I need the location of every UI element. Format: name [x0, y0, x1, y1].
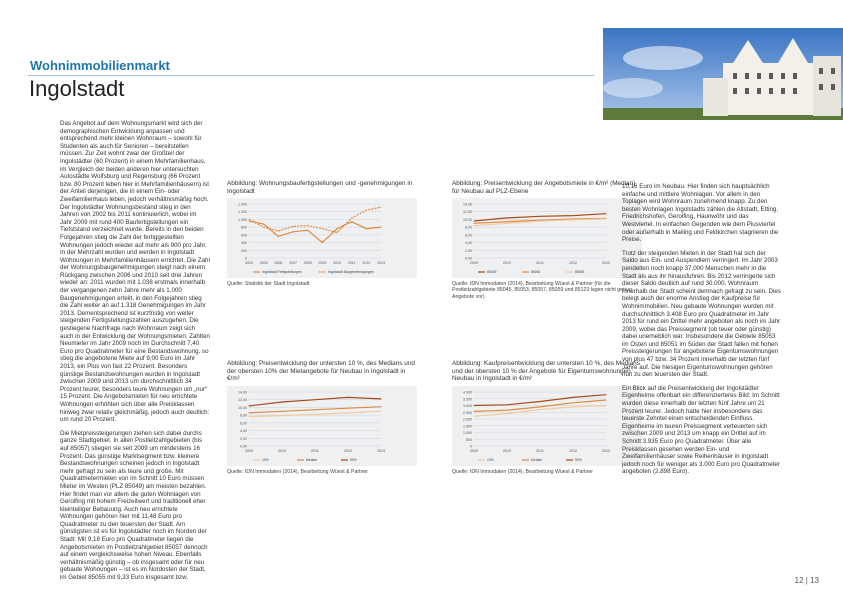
data-point: [606, 394, 607, 395]
y-tick-label: 1.000: [238, 218, 247, 223]
paragraph: 10,16 Euro im Neubau. Hier finden sich hauptsächlich einfache und mittlere Wohnlagen. Vor allem in den Toplagen wird Wohnraum zunehmend knapp. Zu den besten Wohnlagen Ingolstadts zählen die Altstadt, Etting, Friedrichshofen, Gerolfing, Haunwöhr und das Westviertel. In einfachen Gegenden wie dem Piusviertel oder außerhalb in Mailing und Feldkirchen stagnieren die Preise.: [622, 183, 779, 244]
y-tick-label: 3.000: [463, 403, 472, 408]
data-point: [249, 405, 250, 406]
data-point: [573, 220, 574, 221]
data-point: [249, 412, 250, 413]
data-point: [606, 213, 607, 214]
data-point: [474, 223, 475, 224]
data-point: [315, 414, 316, 415]
y-tick-label: 600: [241, 233, 247, 238]
y-tick-label: 10,00: [463, 218, 472, 223]
data-point: [293, 226, 294, 227]
data-point: [322, 228, 323, 229]
data-point: [573, 406, 574, 407]
data-point: [307, 225, 308, 226]
data-point: [381, 411, 382, 412]
castle-photo: [603, 28, 843, 120]
y-tick-label: 400: [241, 241, 247, 246]
x-tick-label: 2013: [602, 448, 610, 453]
data-point: [322, 242, 323, 243]
legend-label: 85051: [531, 270, 541, 275]
x-tick-label: 2007: [289, 261, 297, 266]
chart-source: Quelle: Statistik der Stadt Ingolstadt: [227, 281, 310, 288]
x-tick-label: 2012: [362, 261, 371, 266]
x-tick-label: 2008: [303, 261, 312, 266]
chart-block-purchase-deciles: [452, 360, 642, 475]
chart-title: Abbildung: Kaufpreisentwicklung der untersten 10 %, des Medians und der obersten 10 % der Angebote für Eigentumswohnungen Neubau in Ingolstadt in €/m²: [452, 360, 640, 383]
y-tick-label: 0,00: [465, 256, 472, 261]
paragraph: Ein Blick auf die Preisentwicklung der Ingolstädter Eigenheime offenbart ein differenzierteres Bild: Im Schnitt wurden diese innerhalb der letzten fünf Jahre um 21 Prozent teurer. Jedoch hatte hier insbesondere das teuerste Zehntel einen entscheidenden Einfluss. Eigenheime im teuren Preissegment verteuerten sich zwischen 2009 und 2013 um knapp ein Drittel auf im Schnitt 3.935 Euro pro Quadratmeter. Über alle Preisklassen gesehen werden Ein- und Zweifamilienhäuser sowie Reihenhäuser in Ingolstadt jedoch noch für weniger als 3.000 Euro pro Quadratmeter angeboten (2.898 Euro).: [622, 384, 780, 476]
y-tick-label: 1.200: [238, 210, 247, 215]
legend-label: 90%: [575, 457, 582, 462]
data-point: [249, 221, 250, 222]
data-point: [474, 221, 475, 222]
x-tick-label: 2012: [344, 448, 352, 453]
y-tick-label: 2.000: [463, 417, 472, 422]
chart-title: Abbildung: Wohnungsbaufertigstellungen und -genehmigungen in Ingolstadt: [227, 180, 413, 195]
paragraph: Das Angebot auf dem Wohnungsmarkt wird sich der demographischen Entwicklung anpassen und entsprechend mehr kleinen Wohnraum – sowohl für Studenten als auch für Senioren – bereitstellen müssen. Zur Zeit wohnt zwar der Großteil der Ingolstädter (60 Prozent) in einem Mehrfamilienhaus, im Vergleich der beiden anderen hier untersuchten Autostädte Wolfsburg und Regensburg (66 Prozent bzw. 80 Prozent leben hier in Mehrfamilienhäusern) ist der Anteil derjenigen, die in einem Ein- oder Zweifamilienhaus leben, jedoch verhältnismäßig hoch. Der Ingolstädter Wohnungsbestand stieg in den Jahren von 2002 bis 2011 kontinuierlich, wobei im Jahr 2009 mit rund 400 Baufertigstellungen ein Tiefststand verzeichnet wurde. Bereits in den beiden Folgejahren stieg die Zahl der fertiggestellten Wohnungen jedoch wieder auf mehr als 900 pro Jahr. In der Mehrzahl wurden und werden in Ingolstadt Wohnungen in Mehrfamilienhäusern errichtet. Die Zahl der Wohnungsbaugenehmigungen steigt nach einem Rückgang zwischen 2006 und 2010 seit drei Jahren wieder an: 2011 wurden mit 1.038 erstmals innerhalb der vergangenen zehn Jahre mehr als 1.000 Baugenehmigungen erteilt, in den Folgejahren stieg die Zahl weiter an auf 1.318 Genehmigungen im Jahr 2013. Dementsprechend ist kurzfristig von weiter steigenden Fertigstellungszahlen auszugehen. Die gestiegene Nachfrage nach Wohnraum zeigt sich auch in der Entwicklung der Wohnungsmieten: Zahlten Neumieter im Jahr 2009 noch im Durchschnitt 7,40 Euro pro Quadratmeter für eine Bestandswohnung, so stieg die angebotene Miete auf 9,00 Euro im Jahr 2013, ein Plus von fast 22 Prozent. Besonders günstige Bestandswohnungen wurden in Ingolstadt zwischen 2009 und 2013 um durchschnittlich 34 Prozent teurer, besonders teure Wohnungen um „nur“ 15 Prozent. Die Angebotsmieten für neu errichtete Wohnungen erhöhten sich über alle Preisklassen hinweg zwar relativ gleichmäßig, jedoch auch deutlich: um rund 20 Prozent.: [60, 120, 210, 424]
x-tick-label: 2010: [503, 448, 511, 453]
data-point: [381, 227, 382, 228]
legend-label: Median: [531, 457, 543, 462]
x-tick-label: 2013: [377, 448, 385, 453]
data-point: [474, 411, 475, 412]
data-point: [381, 398, 382, 399]
legend-label: Ingolstadt Baugenehmigungen: [328, 270, 374, 275]
x-tick-label: 2006: [274, 261, 283, 266]
data-point: [307, 230, 308, 231]
x-tick-label: 2005: [259, 261, 268, 266]
data-point: [351, 218, 352, 219]
legend-label: Median: [306, 457, 318, 462]
legend-label: 90%: [350, 457, 357, 462]
data-point: [282, 401, 283, 402]
data-point: [507, 218, 508, 219]
data-point: [337, 232, 338, 233]
x-tick-label: 2012: [569, 448, 577, 453]
y-tick-label: 4,00: [465, 241, 472, 246]
paragraph: Die Mietpreissteigerungen ziehen sich dabei durchs ganze Stadtgebiet. In allen Postleitzahlgebieten (bis auf 85057) stiegen sie seit 2009 um mindestens 16 Prozent. Das günstige Marktsegment bzw. kleinere Bestandswohnungen scheinen jedoch in Ingolstadt mehr gefragt zu sein als teure und große. Mit Quadratmetermieten von im Schnitt 10 Euro müssen Mieter im Westen (PLZ 85049) am meisten bezahlen. Hier findet man vor allem die guten Wohnlagen von Gerolfing mit hohem Freizeitwert und traditionell eher kleinteiliger Bebauung. Auch neu errichtete Wohnungen gehören hier mit 11,48 Euro pro Quadratmeter zu den teuersten der Stadt. Am günstigsten ist es für Ingolstädter noch im Norden der Stadt: Mit 9,18 Euro pro Quadratmeter liegen die Angebotsmieten im Postleitzahlgebiet 85057 dennoch auf einem vergleichsweise hohen Niveau. Ebenfalls verhältnismäßig günstig – ob insgesamt oder für neu gebaute Wohnungen – ist es im Nordosten der Stadt, im Gebiet 85055 mit 9,33 Euro insgesamt bzw.: [60, 429, 208, 582]
data-point: [381, 406, 382, 407]
y-tick-label: 12,00: [238, 397, 247, 402]
x-tick-label: 2009: [318, 261, 327, 266]
y-tick-label: 14,00: [463, 202, 472, 207]
x-tick-label: 2009: [470, 448, 478, 453]
y-tick-label: 800: [241, 225, 247, 230]
y-tick-label: 4,00: [240, 428, 247, 433]
chart-source: Quelle: IDN Immodaten (2014), Bearbeitung Wüest & Partner (für die Postleitzahlgebiete 85045, 85053, 85057, 85059 und 85123 lagen nicht genug Angebote vor): [452, 281, 632, 300]
x-tick-label: 2010: [333, 261, 341, 266]
data-point: [282, 415, 283, 416]
data-point: [315, 399, 316, 400]
data-point: [606, 405, 607, 406]
chart-purchase-deciles: [452, 386, 612, 466]
data-point: [540, 221, 541, 222]
data-point: [474, 225, 475, 226]
data-point: [348, 407, 349, 408]
x-tick-label: 2011: [536, 448, 544, 453]
x-tick-label: 2011: [347, 261, 356, 266]
x-tick-label: 2009: [245, 448, 253, 453]
data-point: [507, 221, 508, 222]
series-line: [249, 397, 381, 406]
x-tick-label: 2009: [470, 261, 478, 266]
x-tick-label: 2011: [536, 261, 544, 266]
series-line: [474, 394, 606, 405]
y-tick-label: 1.000: [463, 430, 472, 435]
data-point: [573, 402, 574, 403]
legend-label: Ingolstadt Fertigstellungen: [262, 270, 302, 275]
data-point: [540, 216, 541, 217]
y-tick-label: 200: [241, 248, 247, 253]
paragraph: Trotz der steigenden Mieten in der Stadt hat sich der Saldo aus Ein- und Auspendlern verringert. Im Jahr 2003 pendelten noch knapp 37.000 Menschen mehr in die Stadt als aus ihr hinausfuhren. Bis 2012 verringerte sich dieser Saldo deutlich auf rund 30.000. Wohnraum innerhalb der Stadt scheint demnach gefragt zu sein. Dies belegt auch der enorme Anstieg der Kaufpreise für Wohnimmobilien. Neu gebaute Wohnungen wurden mit durchschnittlich 3.408 Euro pro Quadratmeter im Jahr 2013 für rund ein Drittel mehr angeboten als noch im Jahr 2009, wobei das Preissegment (ob teuer oder günstig) dabei unerheblich war. Insbesondere die Gebiete 85053 im Osten und 85051 im Süden der Stadt fallen mit hohen Preissteigerungen für angebotene Eigentumswohnungen von plus 47 bzw. 34 Prozent innerhalb der letzten fünf Jahre auf. Die hiesigen Eigentumswohnungen gehören nun zu den teuersten der Stadt.: [622, 249, 781, 379]
chart-rent-deciles: [227, 386, 387, 466]
data-point: [278, 231, 279, 232]
chart-rent-plz: [452, 198, 612, 278]
data-point: [366, 210, 367, 211]
x-tick-label: 2013: [602, 261, 610, 266]
data-point: [573, 397, 574, 398]
chart-construction: [227, 198, 387, 278]
data-point: [366, 228, 367, 229]
y-tick-label: 6,00: [240, 421, 247, 426]
chart-title: Abbildung: Preisentwicklung der untersten 10 %, des Medians und der obersten 10% der Mietangebote für Neubau in Ingolstadt in €/m²: [227, 360, 415, 383]
data-point: [507, 223, 508, 224]
y-tick-label: 1.400: [238, 202, 247, 207]
chart-block-rent-plz: [452, 180, 642, 300]
chart-source: Quelle: IDN Immodaten (2014), Bearbeitung Wüest & Partner: [227, 468, 368, 475]
data-point: [540, 409, 541, 410]
y-tick-label: 14,00: [238, 390, 247, 395]
data-point: [507, 410, 508, 411]
page-title: Ingolstadt: [29, 76, 125, 101]
data-point: [606, 399, 607, 400]
data-point: [606, 218, 607, 219]
legend-label: 10%: [262, 457, 269, 462]
x-tick-label: 2010: [278, 448, 286, 453]
chart-block-construction: [227, 180, 417, 287]
data-point: [348, 397, 349, 398]
y-tick-label: 12,00: [463, 210, 472, 215]
data-point: [507, 413, 508, 414]
y-tick-label: 2.500: [463, 410, 472, 415]
y-tick-label: 2,00: [465, 248, 472, 253]
y-tick-label: 10,00: [238, 405, 247, 410]
data-point: [263, 227, 264, 228]
body-text-column-4: [622, 183, 782, 482]
y-tick-label: 4.000: [463, 390, 472, 395]
y-tick-label: 6,00: [465, 233, 472, 238]
y-tick-label: 2,00: [240, 436, 247, 441]
series-line: [249, 221, 381, 243]
data-point: [249, 416, 250, 417]
data-point: [337, 228, 338, 229]
y-tick-label: 0: [470, 444, 472, 449]
section-title: Wohnimmobilienmarkt: [30, 58, 170, 73]
data-point: [351, 221, 352, 222]
page-numbers: 12 | 13: [794, 576, 819, 585]
data-point: [507, 404, 508, 405]
data-point: [381, 207, 382, 208]
legend-label: 85055: [575, 270, 585, 275]
data-point: [282, 411, 283, 412]
y-tick-label: 500: [466, 437, 472, 442]
legend-label: 85049: [487, 270, 497, 275]
x-tick-label: 2012: [569, 261, 577, 266]
chart-block-rent-deciles: [227, 360, 417, 475]
data-point: [263, 224, 264, 225]
x-tick-label: 2004: [245, 261, 253, 266]
chart-source: Quelle: IDN Immodaten (2014), Bearbeitung Wüest & Partner: [452, 468, 593, 475]
y-tick-label: 8,00: [240, 413, 247, 418]
legend-label: 10%: [487, 457, 494, 462]
y-tick-label: 3.500: [463, 397, 472, 402]
data-point: [315, 409, 316, 410]
data-point: [278, 236, 279, 237]
data-point: [474, 405, 475, 406]
y-tick-label: 1.500: [463, 424, 472, 429]
y-tick-label: 0: [245, 256, 247, 261]
data-point: [293, 231, 294, 232]
data-point: [249, 219, 250, 220]
x-tick-label: 2013: [377, 261, 385, 266]
data-point: [540, 406, 541, 407]
data-point: [573, 215, 574, 216]
chart-title: Abbildung: Preisentwicklung der Angebotsmiete in €/m² (Median) für Neubau auf PLZ-Ebene: [452, 180, 636, 195]
data-point: [348, 412, 349, 413]
data-point: [474, 416, 475, 417]
y-tick-label: 0,00: [240, 444, 247, 449]
x-tick-label: 2010: [503, 261, 511, 266]
body-text-column-1: [60, 120, 210, 588]
y-tick-label: 8,00: [465, 225, 472, 230]
data-point: [540, 401, 541, 402]
x-tick-label: 2011: [311, 448, 319, 453]
